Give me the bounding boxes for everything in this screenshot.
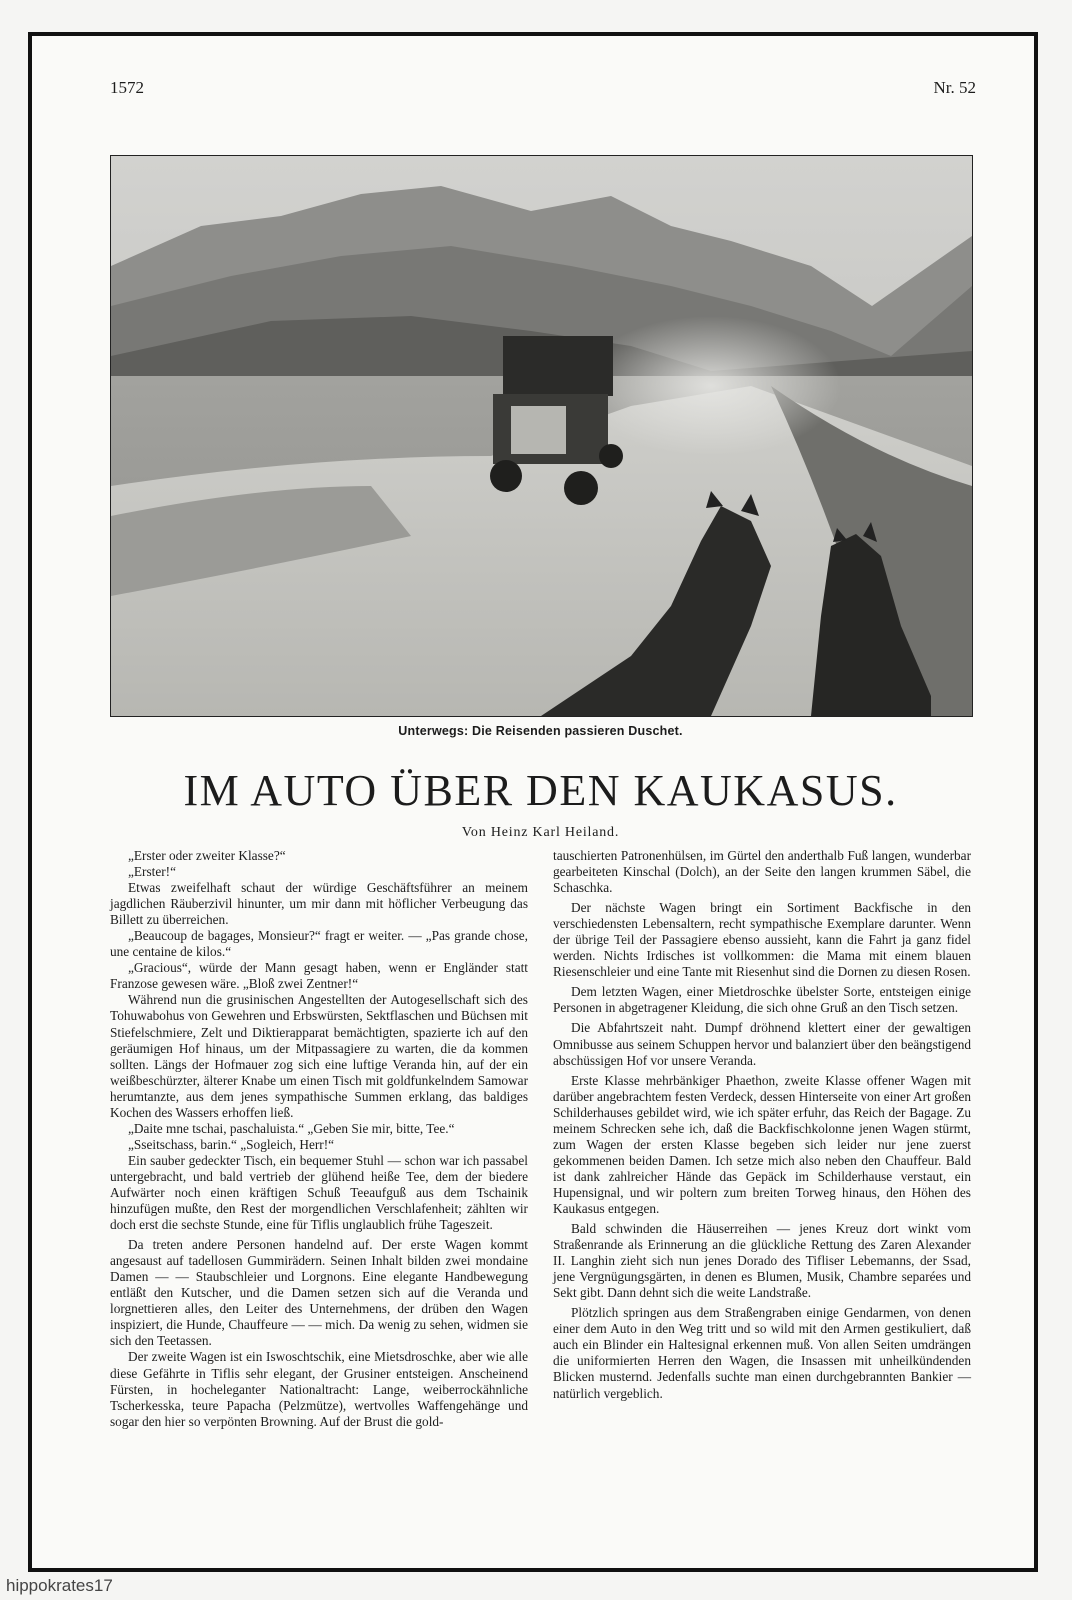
paragraph: Während nun die grusinischen Angestellten der Autogesellschaft sich des Tohuwabohus von Gewehren und Erbswürsten, Sektflaschen und Büchsen mit Stiefelschmiere, Zelt und Diktierapparat bemächtigten, spazierte ich auf den geräumigen Hof hinaus, um der Mitpassagiere zu warten, die da kommen sollten. Längs der Hofmauer zog sich eine luftige Veranda hin, auf der ein weißbeschürzter, älterer Knabe um einen Tisch mit goldfunkelndem Samowar herumtanzte, aus dem jenes sympathische Summen erklang, das baldiges Kochen des Wassers erhoffen ließ. (110, 992, 528, 1120)
article-title: IM AUTO ÜBER DEN KAUKASUS. (183, 766, 898, 815)
paragraph: Die Abfahrtszeit naht. Dumpf dröhnend klettert einer der gewaltigen Omnibusse aus seinem Schuppen hervor und balanziert über den beängstigend abschüssigen Hof vor unsere Veranda. (553, 1020, 971, 1068)
paragraph: „Erster!“ (128, 864, 176, 880)
text-column-left (110, 848, 528, 1430)
paragraph: Der nächste Wagen bringt ein Sortiment Backfische in den verschiedensten Lebensaltern, recht sympathische Exemplare darunter. Wenn der übrige Teil der Passagiere ebenso aussieht, kann die Fahrt ja ganz fidel werden. Nichts Irdisches ist vollkommen: die Mama mit einem blauen Riesenschleier und eine Tante mit Riesenhut sind die Dornen zu diesen Rosen. (553, 900, 971, 980)
page-number: 1572 (110, 78, 144, 97)
photo-illustration (111, 156, 972, 716)
paragraph: tauschierten Patronenhülsen, im Gürtel den anderthalb Fuß langen, wunderbar gearbeiteten Kinschal (Dolch), an der Seite den langen krummen Säbel, die Schaschka. (553, 848, 971, 896)
paragraph: Dem letzten Wagen, einer Mietdroschke übelster Sorte, entsteigen einige Personen in abgetragener Kleidung, die sich ohne Gruß an den Tisch setzen. (553, 984, 971, 1016)
issue-number: Nr. 52 (933, 78, 976, 97)
paragraph: Etwas zweifelhaft schaut der würdige Geschäftsführer an meinem jagdlichen Räuberzivil hinunter, um mir dann mit höflicher Verbeugung das Billett zu überreichen. (110, 880, 528, 928)
paragraph: „Daite mne tschai, paschaluista.“ „Geben Sie mir, bitte, Tee.“ (128, 1120, 455, 1136)
watermark: hippokrates17 (6, 1576, 113, 1595)
paragraph: Erste Klasse mehrbänkiger Phaethon, zweite Klasse offener Wagen mit darüber angebrachtem festen Verdeck, dessen Hinterseite von einer Art großen Schilderhauses gebildet wird, wie ich später erfuhr, das Reich der Bagage. Zu meinem Schrecken sehe ich, daß die Backfischkolonne jenen Wagen stürmt, zum Wagen der ersten Klasse begeben sich leider nur jene zuerst gekommenen beiden Damen. Ich setze mich also neben den Chauffeur. Bald ist dank zahlreicher Hände das Gepäck im Schilderhause verstaut, ein Hupensignal, und wir poltern zum breiten Torweg hinaus, den Höhen des Kaukasus entgegen. (553, 1072, 971, 1216)
paragraph: Plötzlich springen aus dem Straßengraben einige Gendarmen, von denen einer dem Auto in den Weg tritt und so wild mit den Armen gestikuliert, daß auch ein Blinder ein Haltesignal erkennen muß. Von allen Seiten umdrängen die uniformierten Herren den Wagen, die Insassen mit unheilkündenden Blicken musternd. Jedenfalls suchte man einen durchgebrannten Bankier — natürlich vergeblich. (553, 1305, 971, 1401)
paragraph: „Erster oder zweiter Klasse?“ (128, 848, 286, 863)
paragraph: „Beaucoup de bagages, Monsieur?“ fragt er weiter. — „Pas grande chose, une centaine de kilos.“ (110, 928, 528, 960)
photo-caption: Unterwegs: Die Reisenden passieren Duschet. (398, 724, 683, 738)
paragraph: Der zweite Wagen ist ein Iswoschtschik, eine Mietsdroschke, aber wie alle diese Gefährte in Tiflis sehr elegant, der Grusiner entsteigen. Anscheinend Fürsten, in hocheleganter Nationaltracht: Lange, weiberrockähnliche Tscherkesska, teure Papacha (Pelzmütze), wertvolles Waffengehänge und sogar den hier so verpönten Browning. Auf der Brust die gold- (110, 1349, 528, 1429)
paragraph: Da treten andere Personen handelnd auf. Der erste Wagen kommt angesaust auf tadellosen Gummirädern. Seinen Inhalt bilden zwei mondaine Damen — — Staubschleier und Lorgnons. Eine elegante Handbewegung entläßt den Kutscher, und die Damen setzen sich auf die Veranda und lorgnettieren alles, den Leiter des Unternehmens, der drüben den Wagen inspiziert, die Hunde, Chauffeure — — mich. Da wenig zu sehen, widmen sie sich den Teetassen. (110, 1237, 528, 1349)
text-column-right (553, 848, 971, 1402)
paragraph: „Sseitschass, barin.“ „Sogleich, Herr!“ (128, 1136, 335, 1152)
article-photo (110, 155, 973, 717)
article-byline: Von Heinz Karl Heiland. (461, 825, 620, 840)
paragraph: Bald schwinden die Häuserreihen — jenes Kreuz dort winkt vom Straßenrande als Erinnerung an die glückliche Rettung des Zaren Alexander II. Langhin zieht sich nun jenes Dorado des Tifliser Lebemanns, der Ssad, jene Vergnügungsgärten, in denen es Blumen, Musik, Chambre separées und Sekt gibt. Dann dehnt sich die weite Landstraße. (553, 1221, 971, 1301)
paragraph: „Gracious“, würde der Mann gesagt haben, wenn er Engländer statt Franzose gewesen wäre. „Bloß zwei Zentner!“ (110, 960, 528, 992)
paragraph: Ein sauber gedeckter Tisch, ein bequemer Stuhl — schon war ich passabel untergebracht, und bald vertrieb der glühend heiße Tee, dem der biedere Aufwärter noch einen kräftigen Schuß Teeaufguß aus dem Tschainik hinzufügen mußte, den Rest der morgendlichen Verschlafenheit; zählten wir doch erst die sechste Stunde, eine für Tiflis unglaublich frühe Tageszeit. (110, 1152, 528, 1233)
